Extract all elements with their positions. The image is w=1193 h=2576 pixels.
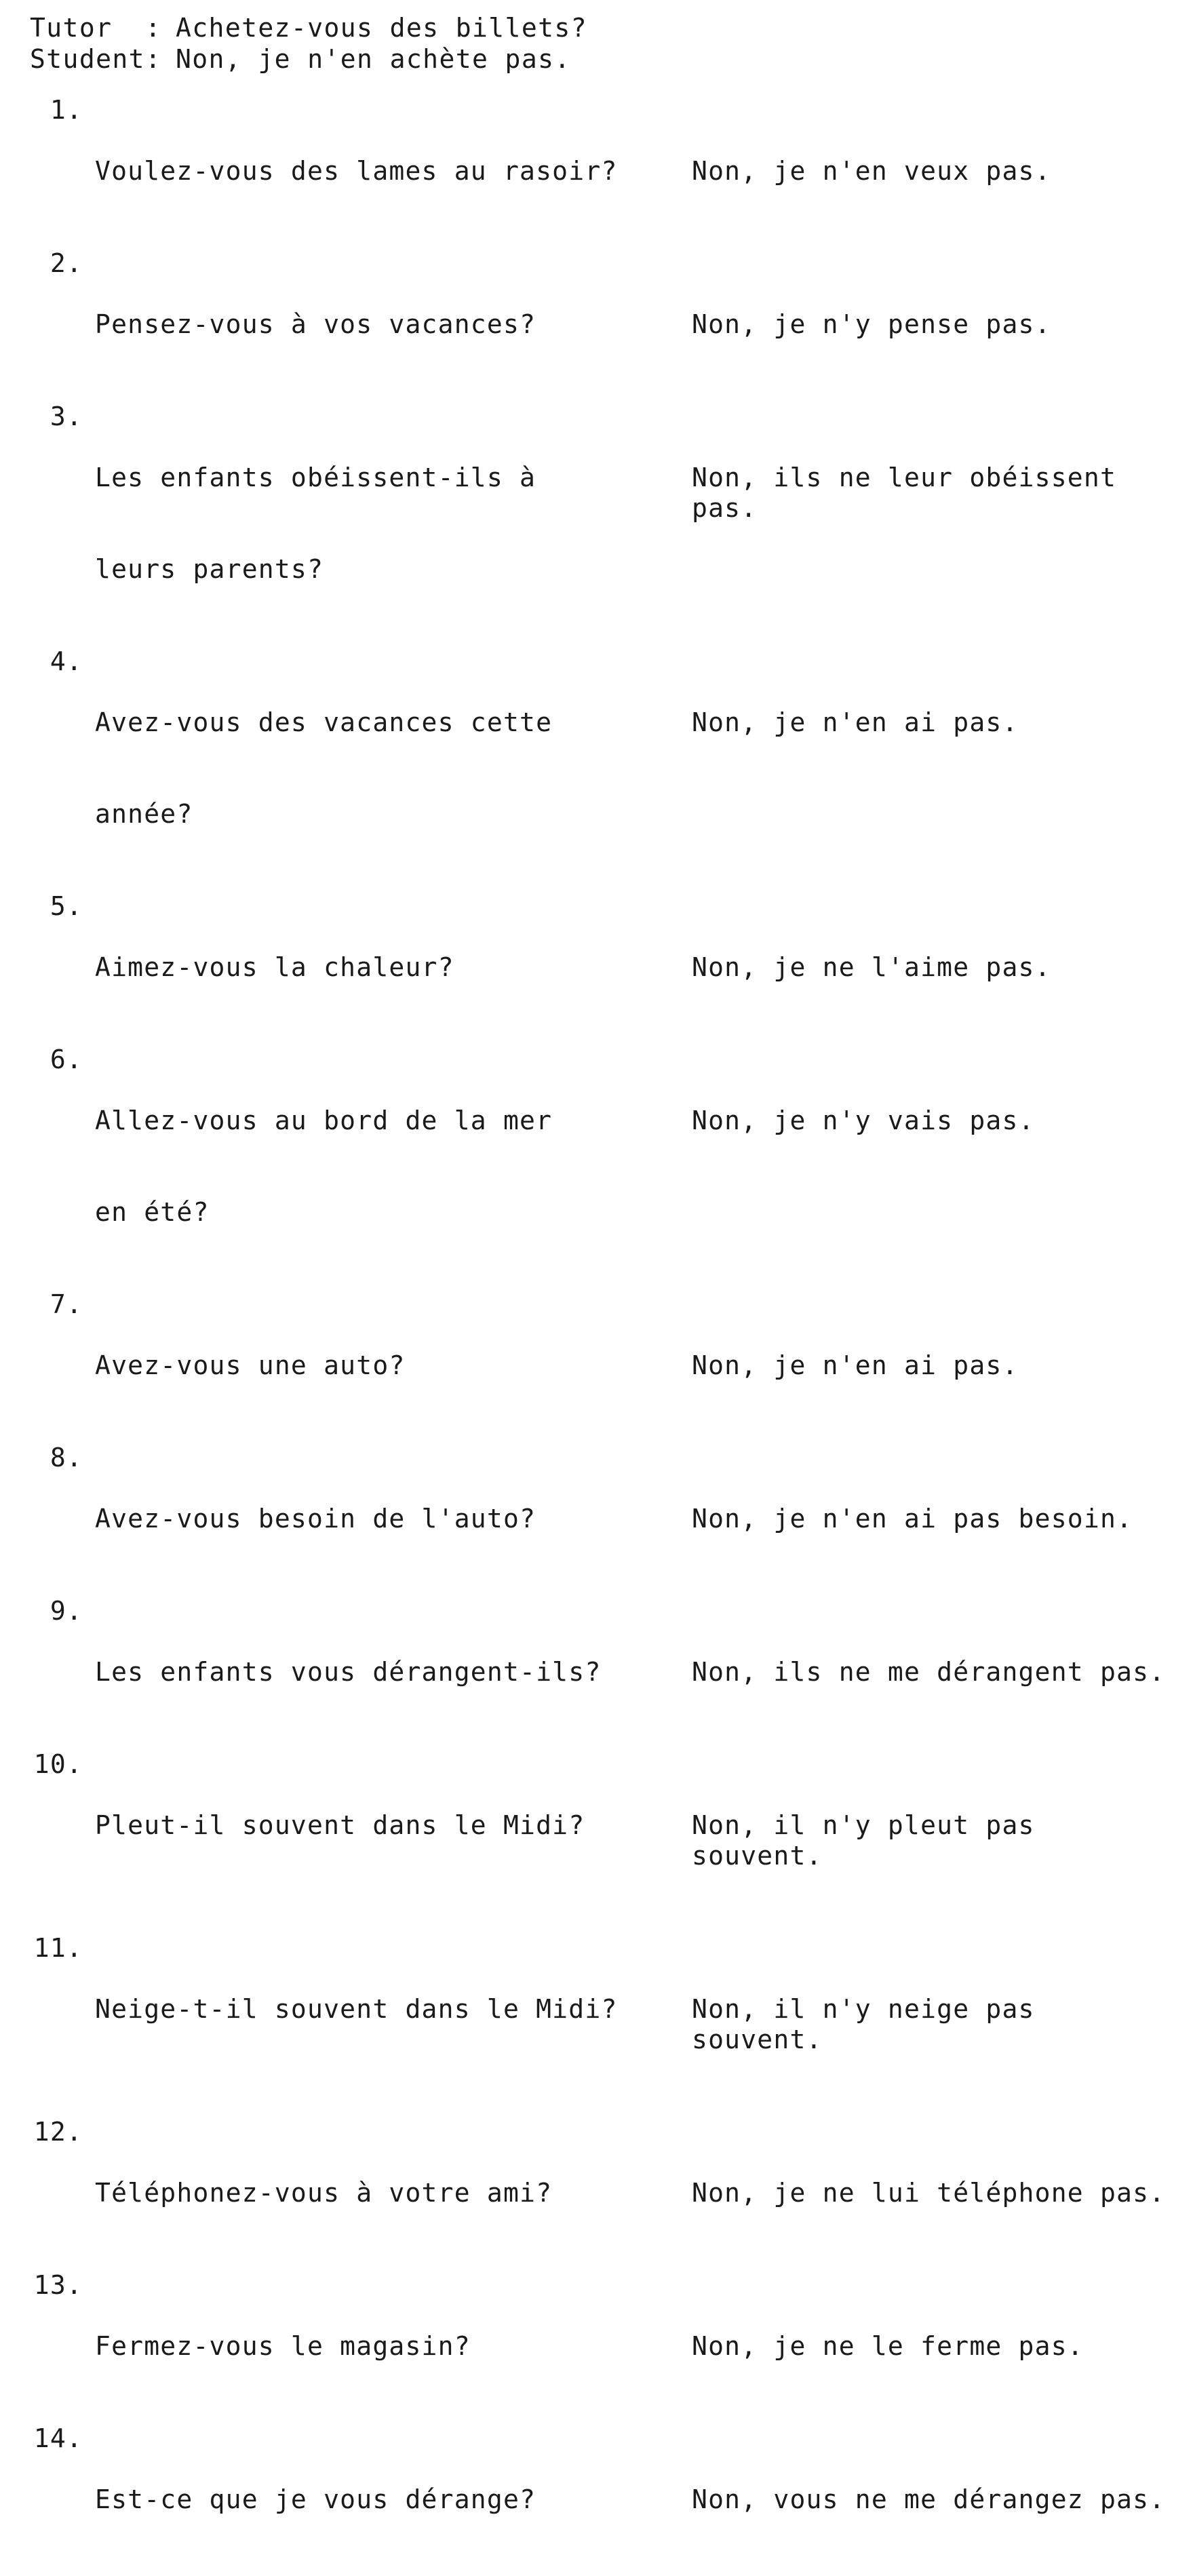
- item-question: [95, 1596, 692, 1749]
- item-question: [95, 1045, 692, 1289]
- item-question: [95, 402, 692, 646]
- item-answer: [692, 402, 1173, 585]
- list-item: [30, 1933, 1173, 2116]
- question-line-1: Fermez-vous le magasin?: [95, 2331, 471, 2361]
- question-line-1: Avez-vous des vacances cette: [95, 707, 553, 737]
- item-answer: [692, 95, 1173, 248]
- item-answer: [692, 891, 1173, 1044]
- question-line-1: Neige-t-il souvent dans le Midi?: [95, 1994, 618, 2024]
- list-item: [30, 2423, 1173, 2576]
- item-question: [95, 1443, 692, 1595]
- tutor-sentence: Achetez-vous des billets?: [176, 13, 587, 43]
- item-question: [95, 2117, 692, 2269]
- answer-line-1: Non, je ne lui téléphone pas.: [692, 2178, 1166, 2208]
- answer-line-1: Non, je n'en ai pas besoin.: [692, 1504, 1133, 1534]
- list-item: [30, 1749, 1173, 1932]
- item-number: 9.: [50, 1596, 83, 1626]
- item-question: [95, 1289, 692, 1442]
- item-number: 3.: [50, 402, 83, 431]
- item-answer: [692, 2423, 1173, 2576]
- question-line-1: Les enfants vous dérangent-ils?: [95, 1657, 602, 1687]
- answer-line-1: Non, vous ne me dérangez pas.: [692, 2484, 1166, 2514]
- question-line-1: Aimez-vous la chaleur?: [95, 952, 454, 982]
- list-item: [30, 1443, 1173, 1595]
- item-number: 13.: [33, 2270, 83, 2300]
- answer-line-1: Non, il n'y pleut pas souvent.: [692, 1810, 1051, 1871]
- answer-line-1: Non, ils ne leur obéissent pas.: [692, 463, 1133, 523]
- item-number: 14.: [33, 2423, 83, 2453]
- item-answer: [692, 1289, 1173, 1442]
- question-line-2: leurs parents?: [95, 554, 324, 584]
- question-line-1: Voulez-vous des lames au rasoir?: [95, 156, 618, 186]
- item-question: [95, 1749, 692, 1902]
- item-number: 8.: [50, 1443, 83, 1472]
- answer-line-1: Non, ils ne me dérangent pas.: [692, 1657, 1166, 1687]
- answer-line-1: Non, je ne l'aime pas.: [692, 952, 1051, 982]
- answer-line-1: Non, il n'y neige pas souvent.: [692, 1994, 1051, 2054]
- question-line-1: Est-ce que je vous dérange?: [95, 2484, 536, 2514]
- item-answer: [692, 2117, 1173, 2269]
- item-answer: [692, 2270, 1173, 2423]
- item-number: 2.: [50, 248, 83, 278]
- item-number: 4.: [50, 646, 83, 676]
- question-line-1: Les enfants obéissent-ils à: [95, 463, 536, 492]
- item-question: [95, 891, 692, 1044]
- question-line-2: année?: [95, 799, 193, 829]
- question-line-1: Allez-vous au bord de la mer: [95, 1106, 553, 1135]
- example-row-tutor: [30, 12, 1173, 43]
- item-answer: [692, 1933, 1173, 2116]
- item-number: 5.: [50, 891, 83, 921]
- list-item: [30, 1289, 1173, 1442]
- list-item: [30, 646, 1173, 891]
- item-answer: [692, 1749, 1173, 1932]
- drill-list: [30, 95, 1173, 2576]
- list-item: [30, 2270, 1173, 2423]
- question-line-2: en été?: [95, 1197, 210, 1227]
- question-line-1: Pleut-il souvent dans le Midi?: [95, 1810, 585, 1840]
- list-item: [30, 248, 1173, 401]
- answer-line-1: Non, je n'y vais pas.: [692, 1106, 1035, 1135]
- answer-line-1: Non, je n'en ai pas.: [692, 707, 1019, 737]
- list-item: [30, 2117, 1173, 2269]
- item-number: 1.: [50, 95, 83, 125]
- question-line-1: Téléphonez-vous à votre ami?: [95, 2178, 553, 2208]
- item-answer: [692, 646, 1173, 799]
- list-item: [30, 95, 1173, 248]
- item-question: [95, 646, 692, 891]
- item-number: 12.: [33, 2117, 83, 2147]
- answer-line-1: Non, je n'y pense pas.: [692, 309, 1051, 339]
- item-answer: [692, 1045, 1173, 1197]
- tutor-label: Tutor :: [30, 13, 162, 43]
- item-answer: [692, 1443, 1173, 1595]
- list-item: [30, 402, 1173, 646]
- list-item: [30, 1596, 1173, 1749]
- question-line-1: Pensez-vous à vos vacances?: [95, 309, 536, 339]
- list-item: [30, 1045, 1173, 1289]
- item-question: [95, 2423, 692, 2576]
- list-item: [30, 891, 1173, 1044]
- item-answer: [692, 1596, 1173, 1749]
- answer-line-1: Non, je ne le ferme pas.: [692, 2331, 1084, 2361]
- student-sentence: Non, je n'en achète pas.: [176, 44, 571, 74]
- item-number: 10.: [33, 1749, 83, 1779]
- item-number: 7.: [50, 1289, 83, 1319]
- student-label: Student:: [30, 44, 162, 74]
- question-line-1: Avez-vous une auto?: [95, 1350, 406, 1380]
- answer-line-1: Non, je n'en veux pas.: [692, 156, 1051, 186]
- item-number: 6.: [50, 1045, 83, 1074]
- item-question: [95, 2270, 692, 2423]
- item-answer: [692, 248, 1173, 401]
- answer-line-1: Non, je n'en ai pas.: [692, 1350, 1019, 1380]
- item-question: [95, 1933, 692, 2086]
- item-question: [95, 95, 692, 248]
- example-row-student: [30, 43, 1173, 75]
- question-line-1: Avez-vous besoin de l'auto?: [95, 1504, 536, 1534]
- item-number: 11.: [33, 1933, 83, 1963]
- item-question: [95, 248, 692, 401]
- example-exchange: [30, 12, 1173, 75]
